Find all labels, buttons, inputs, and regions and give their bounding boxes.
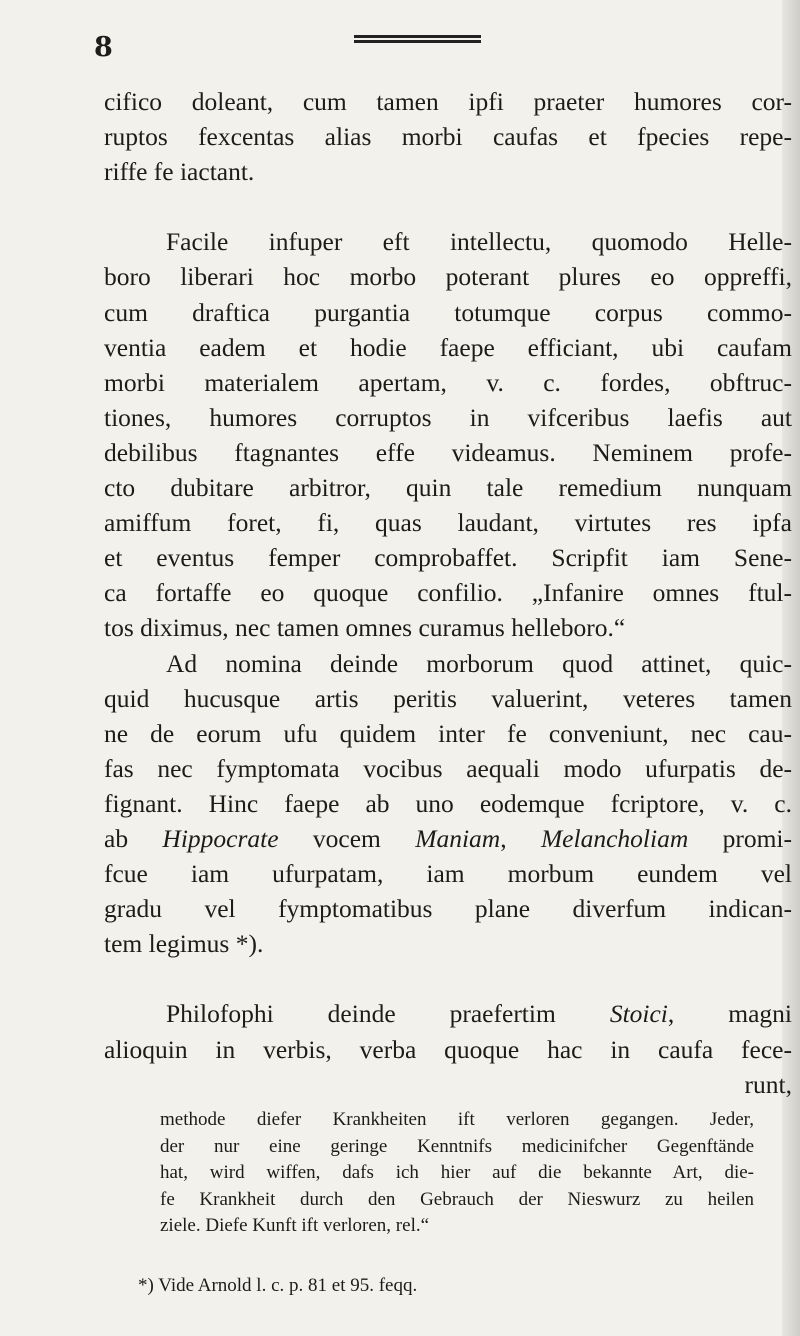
- text-line: et eventus femper comprobaffet. Scripfit iam Sene-: [104, 543, 792, 573]
- italic-term: Maniam: [415, 823, 501, 853]
- text-line: tem legimus *).: [104, 929, 264, 959]
- text-run: ab: [104, 823, 163, 853]
- text-line: debilibus ftagnantes effe videamus. Neminem profe-: [104, 437, 792, 467]
- text-line: ne de eorum ufu quidem inter fe conveniunt, nec cau-: [104, 718, 792, 748]
- text-line: quid hucusque artis peritis valuerint, veteres tamen: [104, 683, 792, 713]
- text-line: [104, 821, 792, 856]
- footnote-continuation: [160, 1107, 754, 1240]
- text-run: ,: [500, 823, 541, 853]
- footnote-line: methode diefer Krankheiten ift verloren gegangen. Jeder,: [160, 1109, 754, 1130]
- text-line: ruptos fexcentas alias morbi caufas et fpecies repe-: [104, 122, 792, 152]
- text-line: fcue iam ufurpatam, iam morbum eundem vel: [104, 859, 792, 889]
- footnote-line: hat, wird wiffen, dafs ich hier auf die bekannte Art, die-: [160, 1162, 754, 1183]
- blank-line: [104, 189, 792, 224]
- text-run: vocem: [278, 823, 416, 853]
- main-text: [104, 84, 792, 1102]
- footnote-line: fe Krankheit durch den Gebrauch der Nieswurz zu heilen: [160, 1188, 754, 1210]
- text-run: Philofophi deinde praefertim: [166, 999, 610, 1029]
- blank-line: [104, 961, 792, 996]
- text-run: , magni: [667, 999, 792, 1029]
- text-line: fas nec fymptomata vocibus aequali modo ufurpatis de-: [104, 753, 792, 783]
- text-line: amiffum foret, fi, quas laudant, virtutes res ipfa: [104, 508, 792, 538]
- text-line: cifico doleant, cum tamen ipfi praeter humores cor-: [104, 87, 792, 116]
- text-line: Ad nomina deinde morborum quod attinet, quic-: [166, 648, 792, 678]
- italic-term: Melancholiam: [540, 823, 689, 853]
- footnote-line: der nur eine geringe Kenntnifs medicinifcher Gegenftände: [160, 1135, 754, 1157]
- italic-name: Hippocrate: [162, 823, 279, 853]
- text-line: ventia eadem et hodie faepe efficiant, ubi caufam: [104, 332, 792, 362]
- text-run: promi-: [688, 823, 792, 853]
- text-line: cum draftica purgantia totumque corpus commo-: [104, 297, 792, 327]
- catchword: runt,: [744, 1069, 792, 1099]
- text-line: tos diximus, nec tamen omnes curamus helleboro.“: [104, 613, 626, 643]
- text-line: Facile infuper eft intellectu, quomodo Helle-: [166, 227, 792, 257]
- text-line: tiones, humores corruptos in vifceribus laefis aut: [104, 402, 792, 432]
- text-line: cto dubitare arbitror, quin tale remedium nunquam: [104, 473, 792, 503]
- text-line: ca fortaffe eo quoque confilio. „Infanire omnes ftul-: [104, 578, 792, 608]
- header-rule: [354, 35, 481, 45]
- text-line: gradu vel fymptomatibus plane diverfum indican-: [104, 894, 792, 924]
- text-line: riffe fe iactant.: [104, 157, 255, 187]
- text-line: [104, 996, 792, 1031]
- page-number: 8: [94, 32, 113, 63]
- text-line: morbi materialem apertam, v. c. fordes, obftruc-: [104, 367, 792, 397]
- footnote-line: ziele. Diefe Kunft ift verloren, rel.“: [160, 1215, 430, 1236]
- text-line: fignant. Hinc faepe ab uno eodemque fcriptore, v. c.: [104, 788, 792, 818]
- text-line: boro liberari hoc morbo poterant plures eo oppreffi,: [104, 262, 792, 292]
- text-line: alioquin in verbis, verba quoque hac in caufa fece-: [104, 1034, 792, 1064]
- footnote: *) Vide Arnold l. c. p. 81 et 95. feqq.: [138, 1275, 418, 1296]
- italic-term: Stoici: [609, 999, 668, 1029]
